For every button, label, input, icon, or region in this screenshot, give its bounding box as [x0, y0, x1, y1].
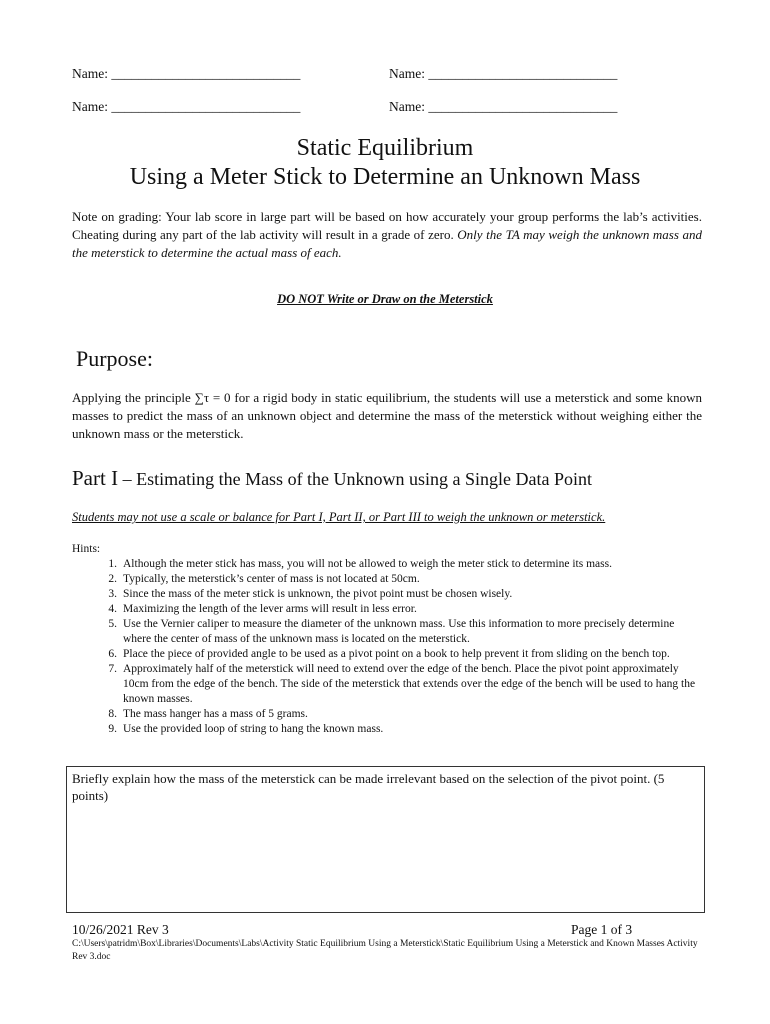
answer-box[interactable] [66, 766, 705, 913]
hint-number: 8. [108, 708, 117, 720]
page-subtitle: Using a Meter Stick to Determine an Unknown Mass [129, 164, 641, 190]
list-item [72, 722, 702, 737]
list-item [72, 647, 702, 662]
hint-number: 5. [108, 618, 117, 630]
page-title: Static Equilibrium [296, 135, 474, 161]
purpose-text: Applying the principle ∑τ = 0 for a rigid body in static equilibrium, the students will use a meterstick and some known masses to predict the mass of an unknown object and determine the mass of the meterstick without weighing either the unknown mass or the meterstick. [72, 390, 702, 441]
hint-text: Place the piece of provided angle to be used as a pivot point on a book to help prevent it from sliding on the bench top. [123, 648, 670, 660]
grading-note [72, 208, 702, 262]
grading-note-emphasis: Only the TA may weigh the unknown mass and the meterstick to determine the actual mass of each. [72, 227, 702, 260]
hints-list [72, 542, 702, 737]
list-item [72, 557, 702, 572]
name-field-1: Name: ____________________________ [72, 66, 301, 81]
list-item [72, 572, 702, 587]
part1-heading [72, 466, 592, 491]
list-item [72, 662, 702, 707]
hint-number: 7. [108, 663, 117, 675]
footer-page-number: Page 1 of 3 [571, 922, 633, 937]
purpose-heading: Purpose: [76, 346, 153, 371]
list-item [72, 707, 702, 722]
meterstick-warning: DO NOT Write or Draw on the Meterstick [277, 292, 493, 306]
part1-heading-sub: – Estimating the Mass of the Unknown using a Single Data Point [118, 469, 593, 489]
grading-note-text: Note on grading: Your lab score in large part will be based on how accurately your group performs the lab’s activities. Cheating during any part of the lab activity will result in a grade of zero. [72, 209, 702, 242]
hint-text: Approximately half of the meterstick will need to extend over the edge of the bench. Place the pivot point approximately 10cm from the edge of the bench. The side of the meterstick that extends over the edge of the bench will be used to hang the known masses. [123, 663, 696, 705]
hint-text: The mass hanger has a mass of 5 grams. [123, 708, 308, 720]
name-field-2: Name: ____________________________ [389, 66, 618, 81]
part1-heading-main: Part I [72, 466, 119, 490]
list-item [72, 587, 702, 602]
hint-number: 1. [108, 558, 117, 570]
scale-restriction: Students may not use a scale or balance for Part I, Part II, or Part III to weigh the unknown or meterstick. [72, 510, 606, 524]
hint-text: Typically, the meterstick’s center of mass is not located at 50cm. [123, 573, 420, 585]
hint-text: Use the Vernier caliper to measure the diameter of the unknown mass. Use this information to more precisely determine where the center of mass of the unknown mass is located on the meterstick. [123, 618, 675, 645]
footer-date: 10/26/2021 Rev 3 [72, 922, 169, 937]
hint-text: Although the meter stick has mass, you will not be allowed to weigh the meter stick to determine its mass. [123, 558, 612, 570]
hint-number: 2. [108, 573, 117, 585]
list-item [72, 602, 702, 617]
name-field-4: Name: ____________________________ [389, 99, 618, 114]
hint-text: Maximizing the length of the lever arms will result in less error. [123, 603, 417, 615]
name-field-3: Name: ____________________________ [72, 99, 301, 114]
list-item [72, 617, 702, 647]
hint-number: 3. [108, 588, 117, 600]
footer-file-path: C:\Users\patridm\Box\Libraries\Documents\Labs\Activity Static Equilibrium Using a Meterstick\Static Equilibrium Using a Meterstick and Known Masses Activity Rev 3.doc [72, 939, 698, 962]
question-prompt: Briefly explain how the mass of the meterstick can be made irrelevant based on the selection of the pivot point. (5 points) [72, 771, 665, 803]
hint-number: 6. [108, 648, 117, 660]
hints-label: Hints: [72, 543, 101, 555]
hint-number: 9. [108, 723, 117, 735]
hint-text: Since the mass of the meter stick is unknown, the pivot point must be chosen wisely. [123, 588, 513, 600]
hint-text: Use the provided loop of string to hang the known mass. [123, 723, 384, 735]
hint-number: 4. [108, 603, 117, 615]
